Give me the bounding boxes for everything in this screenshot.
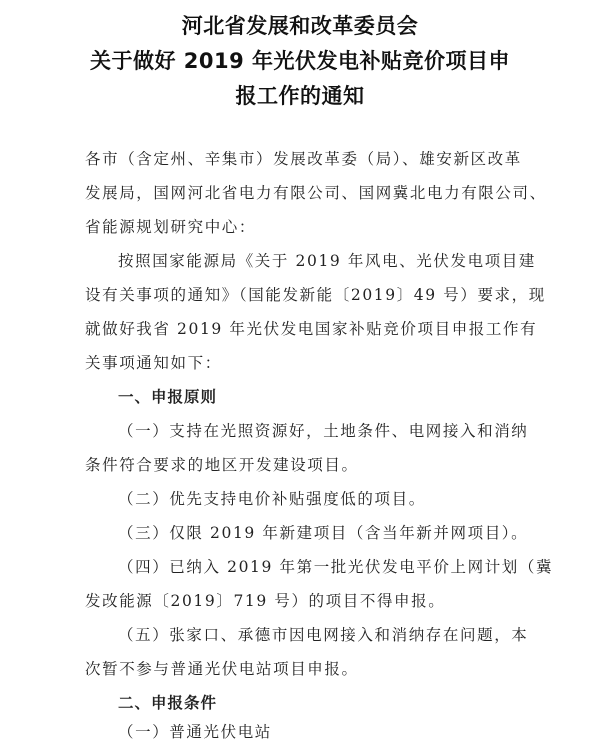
recipients-line-3: 省能源规划研究中心： (85, 218, 257, 236)
recipients-line-2: 发展局，国网河北省电力有限公司、国网冀北电力有限公司、 (85, 184, 547, 202)
section-1-item-line: （二）优先支持电价补贴强度低的项目。 (118, 490, 426, 508)
document-title-line-1: 河北省发展和改革委员会 (181, 14, 419, 38)
section-1-item-line: 条件符合要求的地区开发建设项目。 (85, 456, 359, 474)
section-1-item-line: 次暂不参与普通光伏电站项目申报。 (85, 660, 359, 678)
intro-line-1: 按照国家能源局《关于 2019 年风电、光伏发电项目建 (118, 252, 537, 270)
intro-line-2: 设有关事项的通知》（国能发新能〔2019〕49 号）要求，现 (85, 286, 546, 304)
section-1-item-line: 发改能源〔2019〕719 号）的项目不得申报。 (85, 592, 446, 610)
intro-line-3: 就做好我省 2019 年光伏发电国家补贴竞价项目申报工作有 (85, 320, 538, 338)
document-title-line-3: 报工作的通知 (235, 84, 365, 108)
intro-line-4: 关事项通知如下： (85, 354, 222, 372)
section-1-item-line: （一）支持在光照资源好，土地条件、电网接入和消纳 (118, 422, 529, 440)
section-2-heading: 二、申报条件 (118, 694, 218, 712)
section-1-heading: 一、申报原则 (118, 388, 218, 406)
document-title-line-2: 关于做好 2019 年光伏发电补贴竞价项目申 (89, 49, 511, 73)
section-1-item-line: （五）张家口、承德市因电网接入和消纳存在问题，本 (118, 626, 529, 644)
section-2-item-line: （一）普通光伏电站 (118, 723, 272, 741)
section-1-item-line: （三）仅限 2019 年新建项目（含当年新并网项目）。 (118, 524, 529, 542)
recipients-line-1: 各市（含定州、辛集市）发展改革委（局）、雄安新区改革 (85, 150, 522, 168)
section-1-item-line: （四）已纳入 2019 年第一批光伏发电平价上网计划（冀 (118, 558, 554, 576)
